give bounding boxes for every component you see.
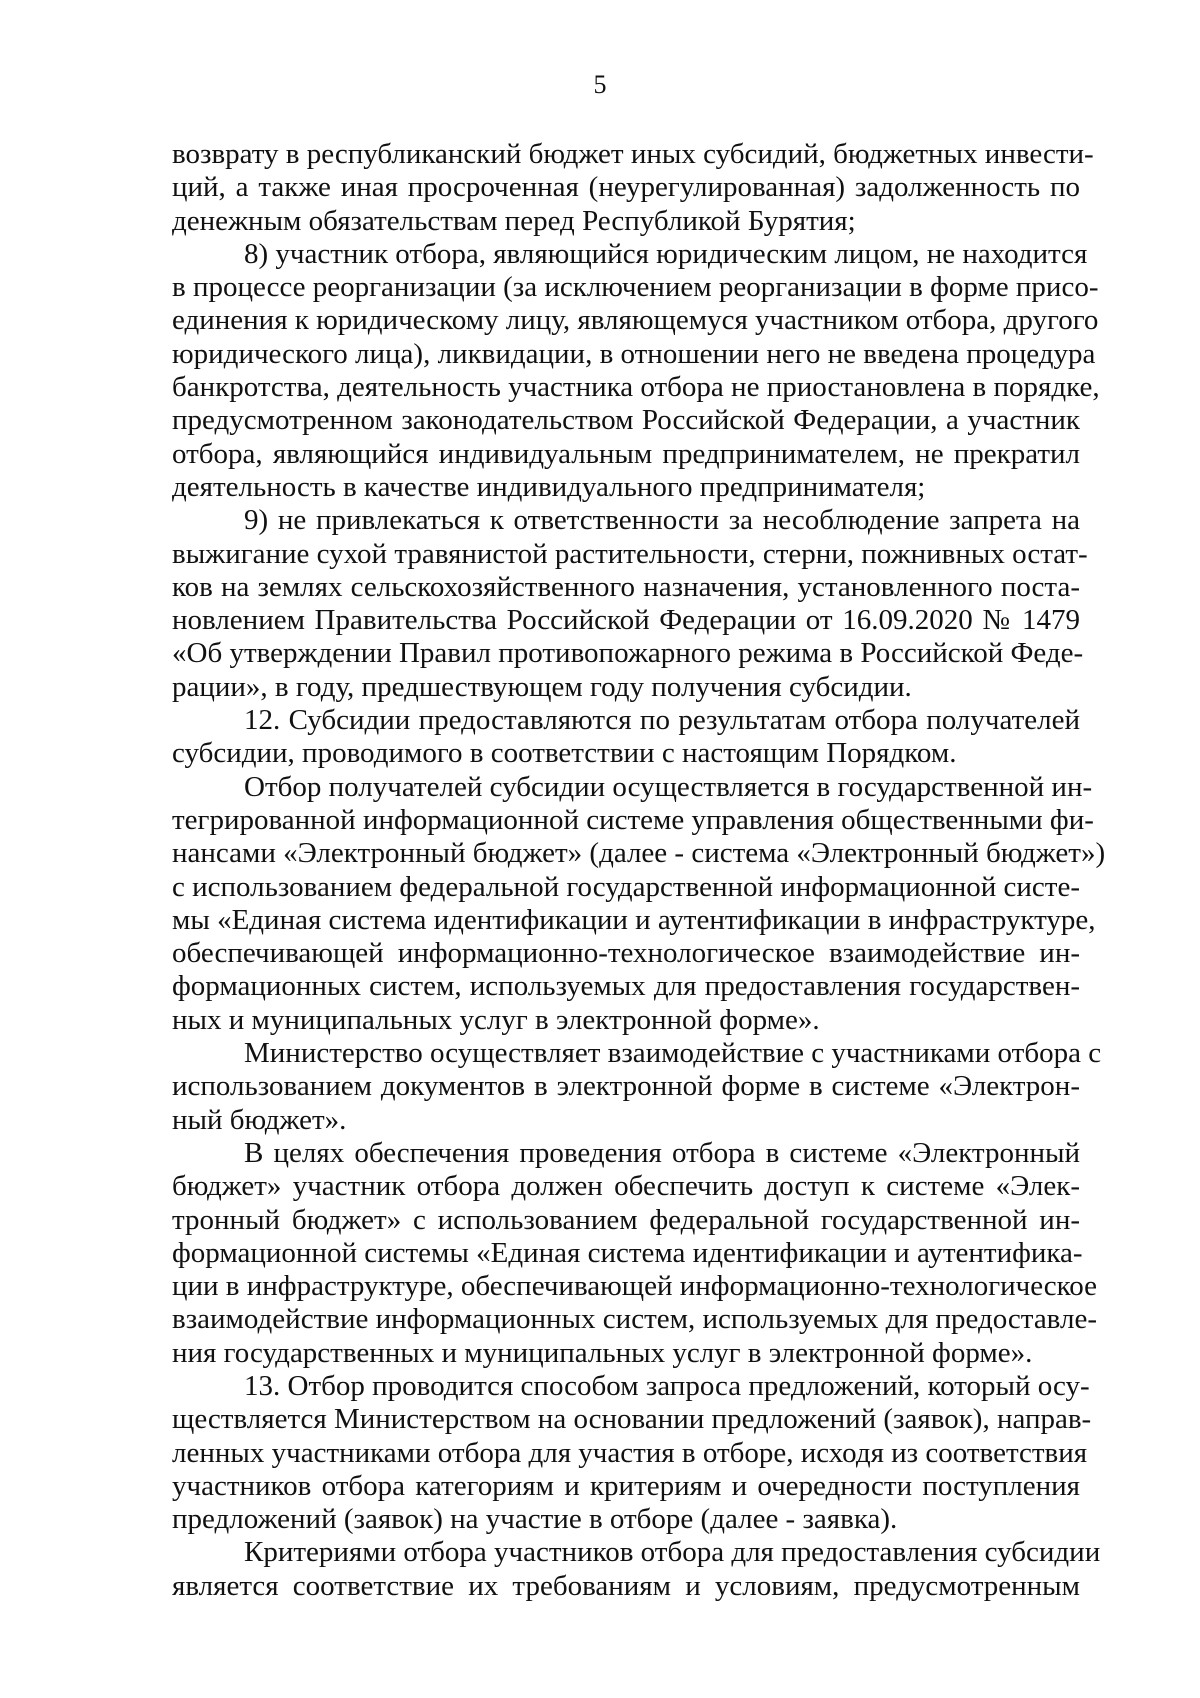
text-line: ции в инфраструктуре, обеспечивающей информационно-технологическое xyxy=(172,1270,1097,1303)
text-line: единения к юридическому лицу, являющемуся участником отбора, другого xyxy=(172,304,1099,337)
text-line: с использованием федеральной государственной информационной систе- xyxy=(172,870,1081,903)
text-line: выжигание сухой травянистой растительности, стерни, пожнивных остат- xyxy=(172,537,1088,570)
text-line: рации», в году, предшествующем году получения субсидии. xyxy=(172,670,912,703)
text-line: Отбор получателей субсидии осуществляется в государственной ин- xyxy=(244,770,1093,803)
text-line: является соответствие их требованиям и условиям, предусмотренным xyxy=(172,1569,1080,1602)
text-line: использованием документов в электронной форме в системе «Электрон- xyxy=(172,1070,1080,1103)
text-line: бюджет» участник отбора должен обеспечить доступ к системе «Элек- xyxy=(172,1170,1080,1203)
text-line: в процессе реорганизации (за исключением реорганизации в форме присо- xyxy=(172,271,1099,304)
text-line: формационной системы «Единая система идентификации и аутентифика- xyxy=(172,1236,1083,1269)
text-line: ков на землях сельскохозяйственного назначения, установленного поста- xyxy=(172,570,1080,603)
text-line: тегрированной информационной системе управления общественными фи- xyxy=(172,803,1094,836)
text-line: 8) участник отбора, являющийся юридическим лицом, не находится xyxy=(244,237,1088,270)
text-line: ленных участниками отбора для участия в отборе, исходя из соответствия xyxy=(172,1436,1088,1469)
text-line: новлением Правительства Российской Федерации от 16.09.2020 № 1479 xyxy=(172,604,1080,637)
text-line: формационных систем, используемых для предоставления государствен- xyxy=(172,970,1080,1003)
document-text-body xyxy=(172,138,1106,1603)
text-line: деятельность в качестве индивидуального предпринимателя; xyxy=(172,470,926,503)
text-line: ный бюджет». xyxy=(172,1103,347,1136)
text-line: ных и муниципальных услуг в электронной форме». xyxy=(172,1003,820,1036)
text-line: мы «Единая система идентификации и аутентификации в инфраструктуре, xyxy=(172,903,1096,936)
text-line: тронный бюджет» с использованием федеральной государственной ин- xyxy=(172,1203,1080,1236)
text-line: возврату в республиканский бюджет иных субсидий, бюджетных инвести- xyxy=(172,138,1094,170)
text-line: субсидии, проводимого в соответствии с настоящим Порядком. xyxy=(172,737,957,770)
text-line: В целях обеспечения проведения отбора в системе «Электронный xyxy=(244,1136,1080,1169)
text-line: нансами «Электронный бюджет» (далее - система «Электронный бюджет») xyxy=(172,837,1106,870)
text-line: предложений (заявок) на участие в отборе (далее - заявка). xyxy=(172,1503,898,1536)
text-line: 9) не привлекаться к ответственности за несоблюдение запрета на xyxy=(244,504,1080,537)
text-line: ния государственных и муниципальных услуг в электронной форме». xyxy=(172,1336,1033,1369)
text-line: «Об утверждении Правил противопожарного режима в Российской Феде- xyxy=(172,637,1084,670)
text-line: участников отбора категориям и критериям и очередности поступления xyxy=(172,1469,1080,1502)
page-number: 5 xyxy=(593,70,607,99)
text-line: Критериями отбора участников отбора для предоставления субсидии xyxy=(244,1536,1101,1569)
text-line: юридического лица), ликвидации, в отношении него не введена процедура xyxy=(172,337,1096,370)
text-line: отбора, являющийся индивидуальным предпринимателем, не прекратил xyxy=(172,437,1080,470)
text-line: 12. Субсидии предоставляются по результатам отбора получателей xyxy=(244,704,1080,737)
text-line: Министерство осуществляет взаимодействие с участниками отбора с xyxy=(244,1037,1102,1070)
text-line: обеспечивающей информационно-технологическое взаимодействие ин- xyxy=(172,937,1080,970)
text-line: взаимодействие информационных систем, используемых для предоставле- xyxy=(172,1303,1097,1336)
text-line: денежным обязательствам перед Республикой Бурятия; xyxy=(172,204,856,237)
text-line: банкротства, деятельность участника отбора не приостановлена в порядке, xyxy=(172,371,1100,404)
text-line: 13. Отбор проводится способом запроса предложений, который осу- xyxy=(244,1369,1090,1402)
text-line: ществляется Министерством на основании предложений (заявок), направ- xyxy=(172,1403,1092,1436)
text-line: ций, а также иная просроченная (неурегулированная) задолженность по xyxy=(172,171,1080,204)
text-line: предусмотренном законодательством Российской Федерации, а участник xyxy=(172,404,1080,437)
